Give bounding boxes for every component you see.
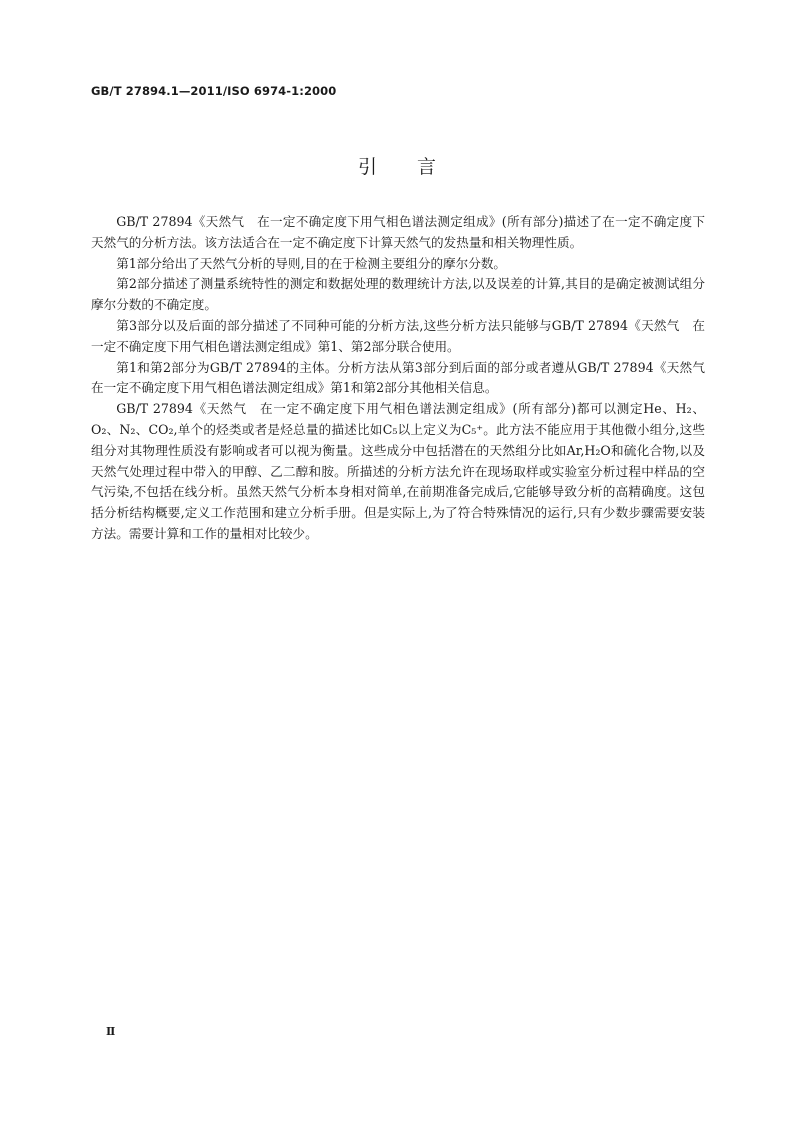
paragraph-3: 第2部分描述了测量系统特性的测定和数据处理的数理统计方法,以及误差的计算,其目的是确定被测试组分摩尔分数的不确定度。 <box>91 276 705 313</box>
paragraph-4: 第3部分以及后面的部分描述了不同种可能的分析方法,这些分析方法只能够与GB/T 27894《天然气 在一定不确定度下用气相色谱法测定组成》第1、第2部分联合使用。 <box>91 317 705 354</box>
introduction-body <box>91 212 718 545</box>
page-number: Ⅱ <box>106 1025 116 1038</box>
paragraph-1: GB/T 27894《天然气 在一定不确定度下用气相色谱法测定组成》(所有部分)描述了在一定不确定度下天然气的分析方法。该方法适合在一定不确定度下计算天然气的发热量和相关物理性质。 <box>91 214 705 250</box>
paragraph-5: 第1和第2部分为GB/T 27894的主体。分析方法从第3部分到后面的部分或者遵从GB/T 27894《天然气 在一定不确定度下用气相色谱法测定组成》第1和第2部分其他相关信息。 <box>91 359 718 396</box>
standard-number-header: GB/T 27894.1—2011/ISO 6974-1:2000 <box>91 84 337 98</box>
paragraph-2: 第1部分给出了天然气分析的导则,目的在于检测主要组分的摩尔分数。 <box>116 255 507 271</box>
page-title: 引言 <box>357 156 476 178</box>
paragraph-6: GB/T 27894《天然气 在一定不确定度下用气相色谱法测定组成》(所有部分)都可以测定He、H₂、O₂、N₂、CO₂,单个的烃类或者是烃总量的描述比如C₅以上定义为C₅⁺。此方法不能应用于其他微小组分,这些组分对其物理性质没有影响或者可以视为衡量。这些成分中包括潜在的天然组分比如Ar,H₂O和硫化合物,以及天然气处理过程中带入的甲醇、乙二醇和胺。所描述的分析方法允许在现场取样或实验室分析过程中样品的空气污染,不包括在线分析。虽然天然气分析本身相对简单,在前期准备完成后,它能够导致分析的高精确度。这包括分析结构概要,定义工作范围和建立分析手册。但是实际上,为了符合特殊情况的运行,只有少数步骤需要安装方法。需要计算和工作的量相对比较少。 <box>91 401 705 541</box>
